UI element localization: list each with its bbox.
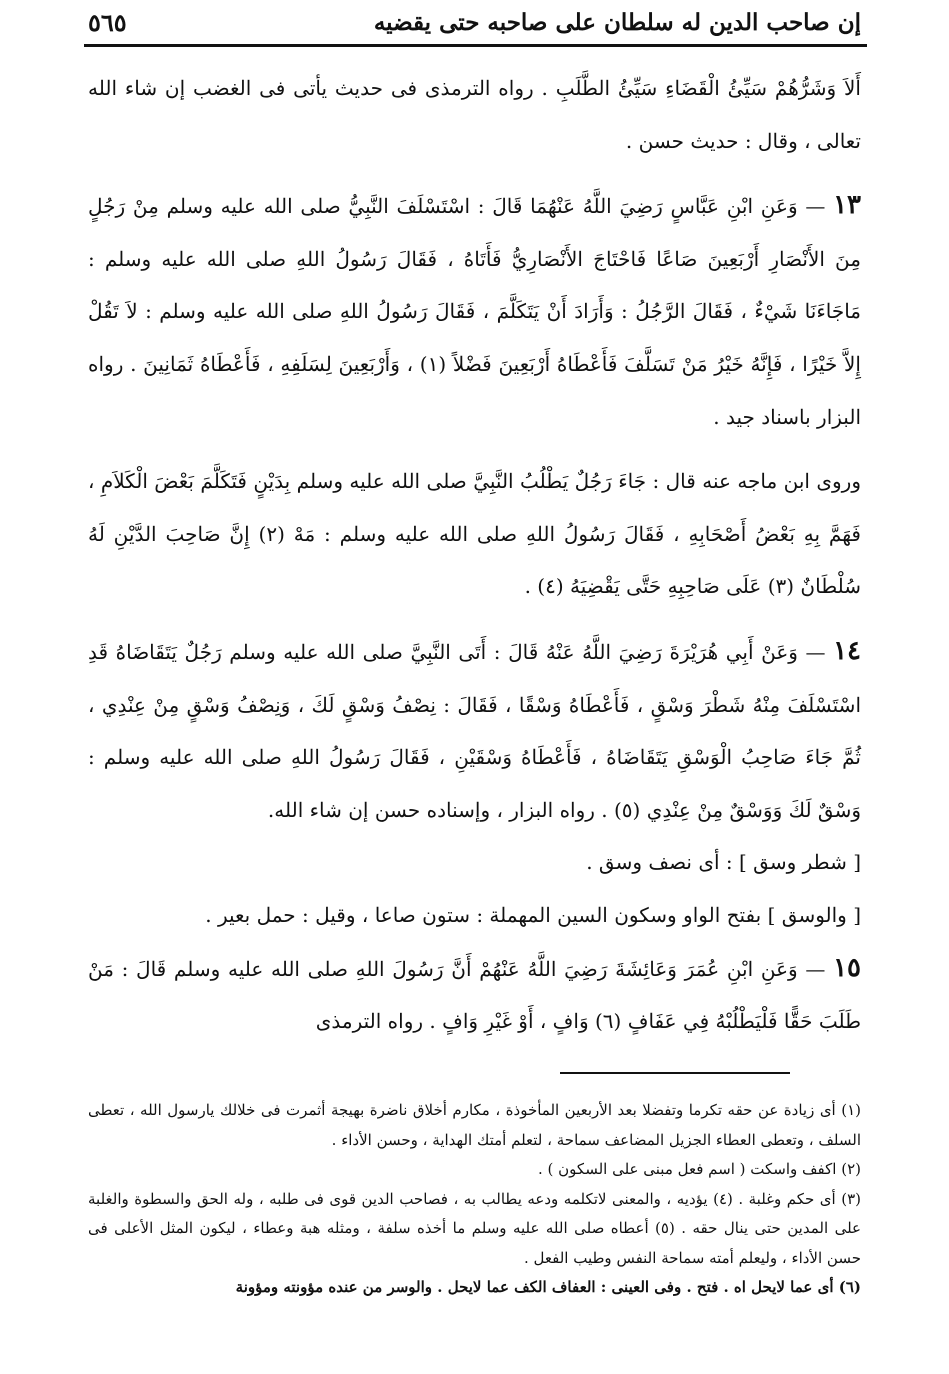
gloss-wasq: [ والوسق ] بفتح الواو وسكون السين المهملة : ستون صاعا ، وقيل : حمل بعير . <box>205 902 861 927</box>
footnote-6: (٦) أى عما لايحل اه . فتح . وفى العينى : العفاف الكف عما لايحل . والوسر من عنده مؤونته ومؤونة <box>235 1278 861 1296</box>
hadith-14 <box>88 625 861 836</box>
paragraph-continuation: أَلاَ وَشَرُّهُمْ سَيِّئُ الْقَضَاءِ سَيِّئُ الطَّلَبِ . رواه الترمذى فى حديث يأتى فى الغضب إن شاء الله تعالى ، وقال : حديث حسن . <box>88 76 861 153</box>
hadith-text: — وَعَنِ ابْنِ عَبَّاسٍ رَضِيَ اللَّهُ عَنْهُمَا قَالَ : اسْتَسْلَفَ النَّبِيُّ صلى الله عليه وسلم مِنْ رَجُلٍ مِنَ الأَنْصَارِ أَرْبَعِينَ صَاعًا فَاحْتَاجَ الأَنْصَارِيُّ فَأَتَاهُ ، فَقَالَ رَسُولُ اللهِ صلى الله عليه وسلم : مَاجَاءَنَا شَيْءٌ ، فَقَالَ الرَّجُلُ : وَأَرَادَ أَنْ يَتَكَلَّمَ ، فَقَالَ رَسُولُ اللهِ صلى الله عليه وسلم : لاَ تَقُلْ إِلاَّ خَيْرًا ، فَإِنَّهُ خَيْرُ مَنْ تَسَلَّفَ فَأَعْطَاهُ أَرْبَعِينَ فَضْلاً (١) ، وَأَرْبَعِينَ لِسَلَفِهِ ، فَأَعْطَاهُ ثَمَانِينَ . رواه البزار باسناد جيد . <box>88 194 861 429</box>
hadith-13 <box>88 179 861 443</box>
footnote-rule <box>560 1072 790 1074</box>
hadith-15 <box>88 942 861 1048</box>
main-text <box>88 62 861 1048</box>
footnote-3-5: (٣) أى حكم وغلبة . (٤) يؤديه ، والمعنى لاتكلمه ودعه يطالب به ، فصاحب الدين قوى فى طلبه ، وله الحق والسطوة والغلبة على المدين حتى ينال حقه . (٥) أعطاه صلى الله عليه وسلم ما أخذه سلفة ، ومثله هبة وعطاء ، ليكون المثل الأعلى فى حسن الأداء ، وليعلم أمته سماحة النفس وطيب الفعل . <box>88 1189 861 1267</box>
running-title: إن صاحب الدين له سلطان على صاحبه حتى يقضيه <box>373 8 861 36</box>
ibn-majah-narration: وروى ابن ماجه عنه قال : جَاءَ رَجُلٌ يَطْلُبُ النَّبِيَّ صلى الله عليه وسلم بِدَيْنٍ فَتَكَلَّمَ بَعْضَ الْكَلاَمِ ، فَهَمَّ بِهِ بَعْضُ أَصْحَابِهِ ، فَقَالَ رَسُولُ اللهِ صلى الله عليه وسلم : مَهْ (٢) إِنَّ صَاحِبَ الدَّيْنِ لَهُ سُلْطَانٌ (٣) عَلَى صَاحِبِهِ حَتَّى يَقْضِيَهُ (٤) . <box>88 469 861 599</box>
page-header <box>88 4 861 40</box>
footnote-1: (١) أى زيادة عن حقه تكرما وتفضلا بعد الأربعين المأخوذة ، مكارم أخلاق ناضرة بهيجة أثمرت فى خلالك يارسول الله ، تعطى السلف ، وتعطى العطاء الجزيل المضاعف سماحة ، لتعلم أمتك الهداية ، وحسن الأداء . <box>88 1101 861 1149</box>
hadith-number: ١٣ <box>833 190 861 221</box>
header-rule <box>84 44 867 47</box>
hadith-number: ١٥ <box>833 952 862 983</box>
footnotes <box>88 1096 861 1303</box>
gloss-shatr-wasq: [ شطر وسق ] : أى نصف وسق . <box>586 850 861 875</box>
hadith-number: ١٤ <box>833 635 862 666</box>
hadith-text: — وَعَنِ ابْنِ عُمَرَ وَعَائِشَةَ رَضِيَ اللَّهُ عَنْهُمْ أَنَّ رَسُولَ اللهِ صلى الله عليه وسلم قَالَ : مَنْ طَلَبَ حَقًّا فَلْيَطْلُبْهُ فِي عَفَافٍ (٦) وَافٍ ، أَوْ غَيْرِ وَافٍ . رواه الترمذى <box>88 956 861 1034</box>
hadith-text: — وَعَنْ أَبِي هُرَيْرَةَ رَضِيَ اللَّهُ عَنْهُ قَالَ : أَتَى النَّبِيَّ صلى الله عليه وسلم رَجُلٌ يَتَقَاضَاهُ قَدِ اسْتَسْلَفَ مِنْهُ شَطْرَ وَسْقٍ ، فَأَعْطَاهُ وَسْقًا ، فَقَالَ : نِصْفُ وَسْقٍ لَكَ ، وَنِصْفُ وَسْقٍ مِنْ عِنْدِي ، ثُمَّ جَاءَ صَاحِبُ الْوَسْقِ يَتَقَاضَاهُ ، فَأَعْطَاهُ وَسْقَيْنِ ، فَقَالَ رَسُولُ اللهِ صلى الله عليه وسلم : وَسْقٌ لَكَ وَوَسْقٌ مِنْ عِنْدِي (٥) . رواه البزار ، وإسناده حسن إن شاء الله. <box>88 639 861 822</box>
footnote-2: (٢) اكفف واسكت ( اسم فعل مبنى على السكون ) . <box>537 1160 861 1178</box>
page-number: ٥٦٥ <box>88 7 127 37</box>
